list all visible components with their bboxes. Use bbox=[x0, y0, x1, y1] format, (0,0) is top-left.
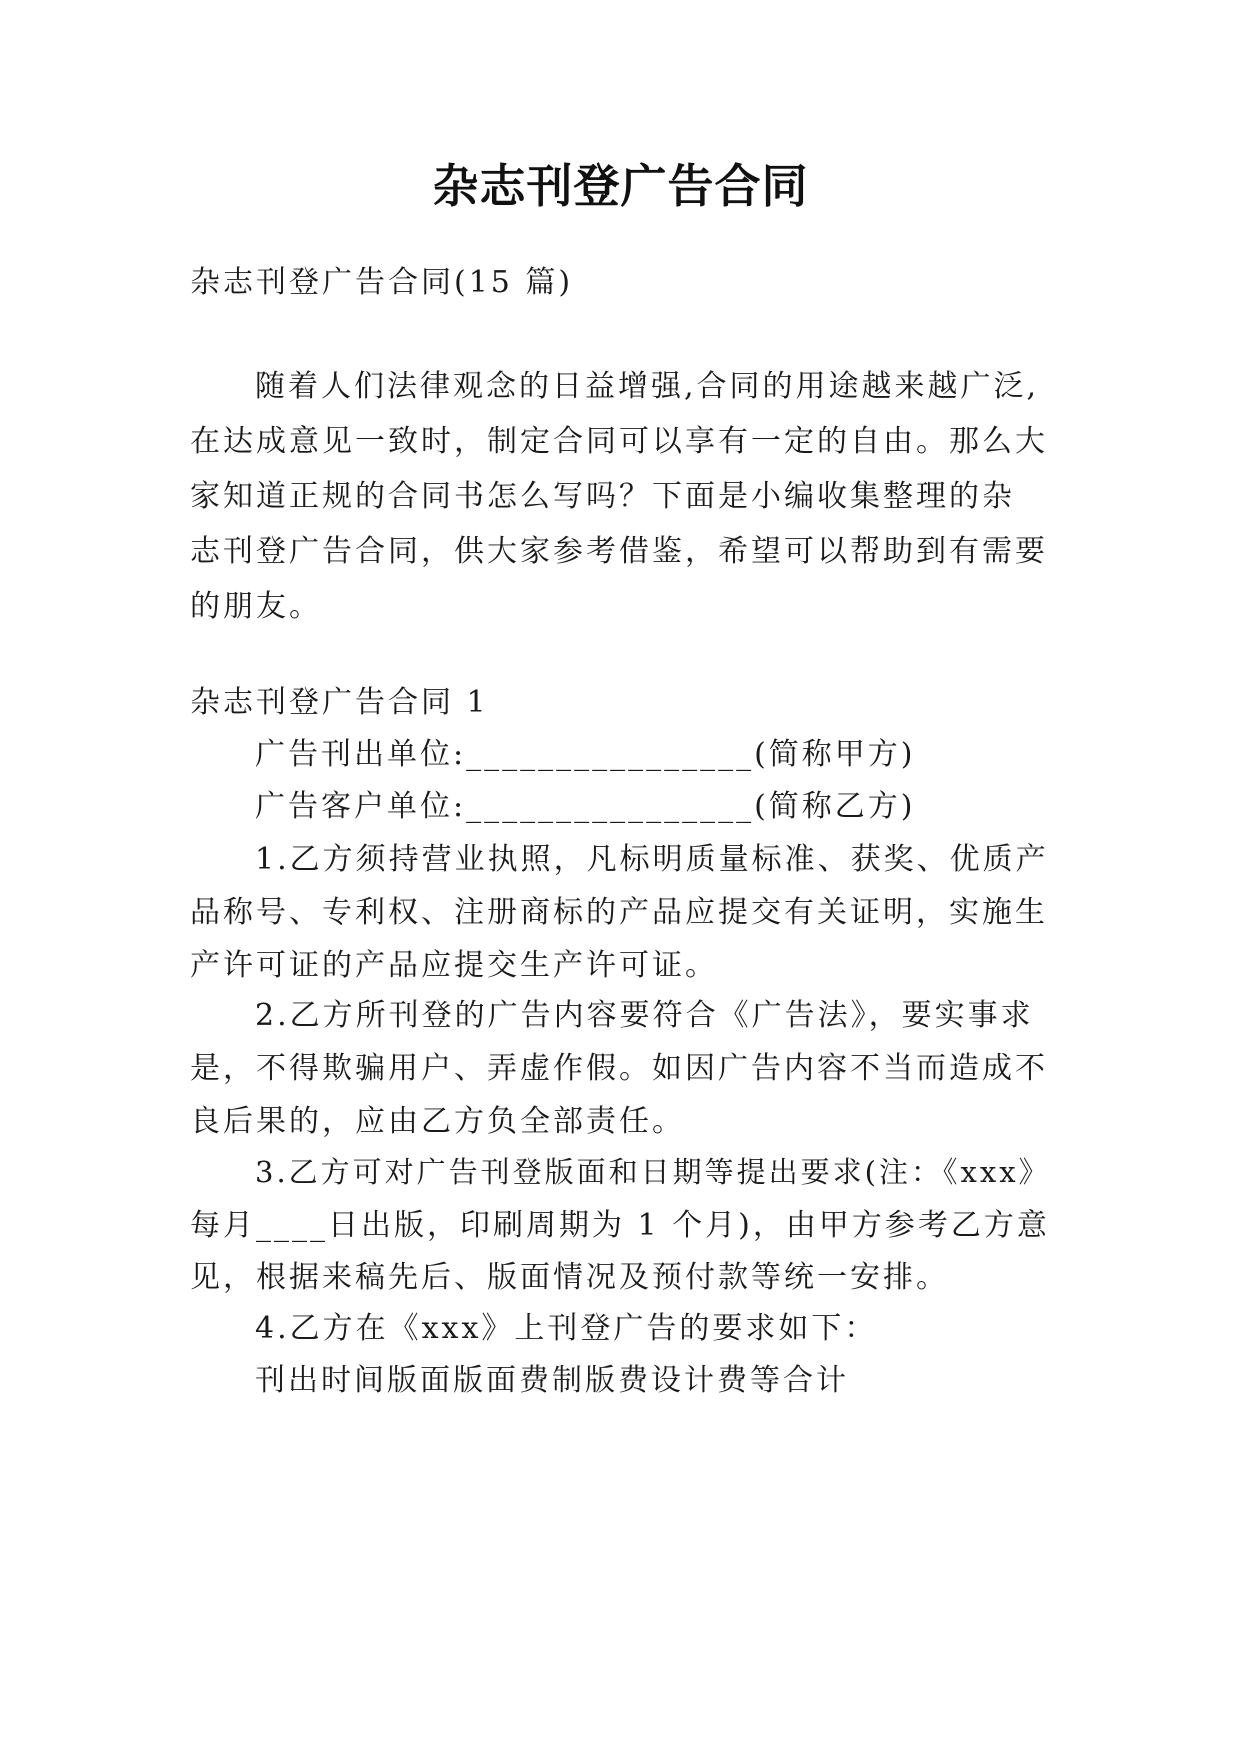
clause-1-line: 1.乙方须持营业执照，凡标明质量标准、获奖、优质产 bbox=[255, 842, 1049, 877]
party-b-line: 广告客户单位:________________(简称乙方) bbox=[255, 789, 916, 824]
section-heading: 杂志刊登广告合同 1 bbox=[190, 685, 489, 720]
party-a-line: 广告刊出单位:________________(简称甲方) bbox=[255, 737, 916, 772]
intro-line: 在达成意见一致时，制定合同可以享有一定的自由。那么大 bbox=[190, 424, 1048, 459]
clause-2-line: 良后果的，应由乙方负全部责任。 bbox=[190, 1104, 685, 1139]
document-title: 杂志刊登广告合同 bbox=[432, 159, 809, 213]
intro-line: 的朋友。 bbox=[190, 589, 322, 624]
clause-2-line: 2.乙方所刊登的广告内容要符合《广告法》，要实事求 bbox=[255, 998, 1034, 1033]
intro-line: 家知道正规的合同书怎么写吗？下面是小编收集整理的杂 bbox=[190, 479, 1015, 514]
clause-1-line: 产许可证的产品应提交生产许可证。 bbox=[190, 948, 718, 983]
table-header-line: 刊出时间版面版面费制版费设计费等合计 bbox=[255, 1363, 849, 1398]
clause-3-line: 每月____日出版，印刷周期为 1 个月)，由甲方参考乙方意 bbox=[190, 1208, 1050, 1243]
document-subtitle: 杂志刊登广告合同(15 篇) bbox=[190, 265, 574, 300]
clause-4-line: 4.乙方在《xxx》上刊登广告的要求如下： bbox=[255, 1311, 878, 1346]
clause-3-line: 见，根据来稿先后、版面情况及预付款等统一安排。 bbox=[190, 1260, 949, 1295]
clause-1-line: 品称号、专利权、注册商标的产品应提交有关证明，实施生 bbox=[190, 895, 1048, 930]
intro-line: 志刊登广告合同，供大家参考借鉴，希望可以帮助到有需要 bbox=[190, 534, 1048, 569]
clause-2-line: 是，不得欺骗用户、弄虚作假。如因广告内容不当而造成不 bbox=[190, 1051, 1048, 1086]
intro-line: 随着人们法律观念的日益增强,合同的用途越来越广泛, bbox=[255, 369, 1040, 404]
clause-3-line: 3.乙方可对广告刊登版面和日期等提出要求(注：《xxx》 bbox=[255, 1155, 1051, 1189]
